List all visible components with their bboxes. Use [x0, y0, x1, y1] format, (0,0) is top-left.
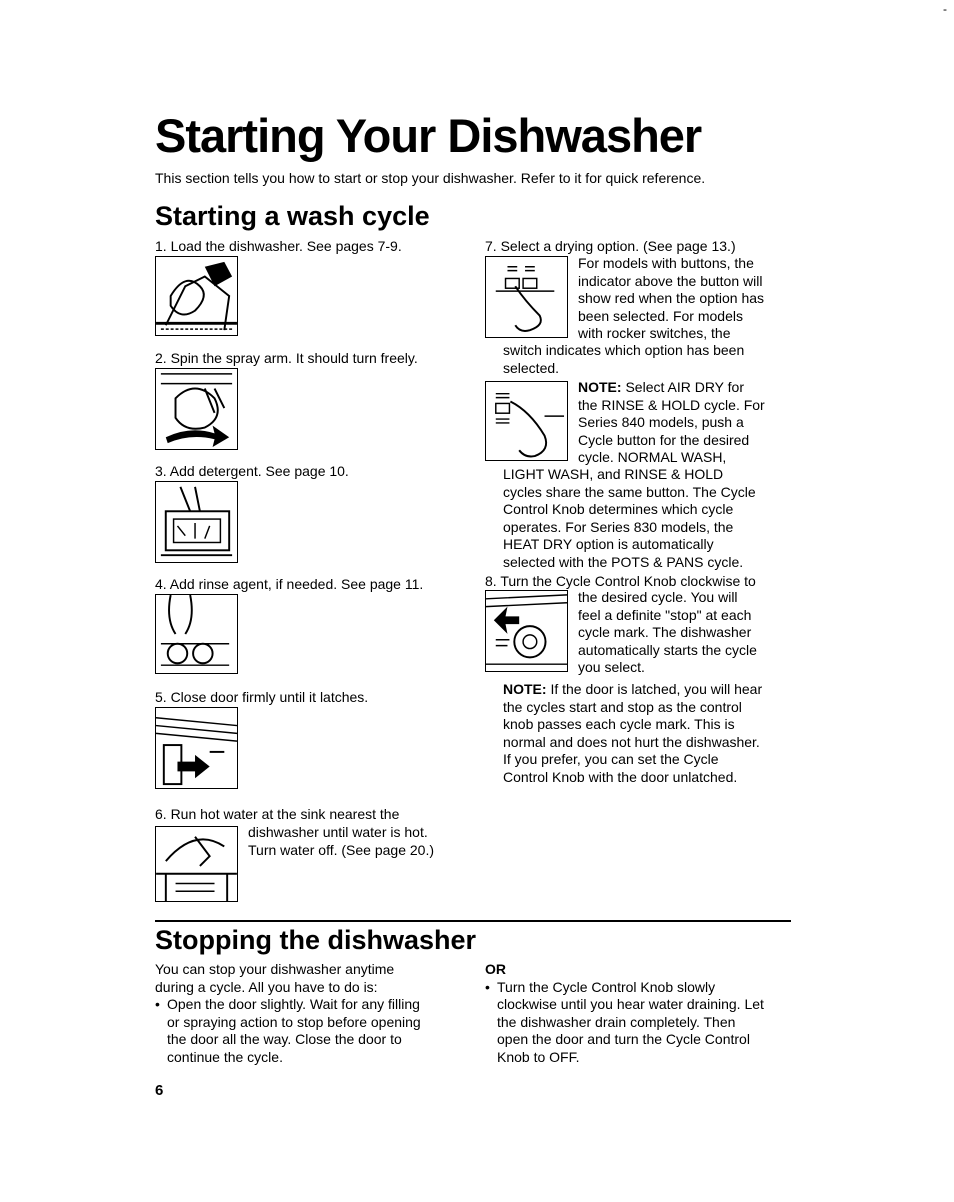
- note-1-after-line-1: LIGHT WASH, and RINSE & HOLD: [503, 466, 724, 482]
- section-heading-stop: Stopping the dishwasher: [155, 925, 477, 955]
- intro-text: This section tells you how to start or stop your dishwasher. Refer to it for quick reference.: [155, 170, 706, 186]
- step-3-label: 3. Add detergent. See page 10.: [155, 463, 349, 479]
- rinse-agent-icon: [156, 595, 237, 673]
- note-2-label: NOTE:: [503, 681, 547, 697]
- note-2-text: [503, 681, 762, 786]
- detergent-illustration: [155, 481, 238, 563]
- detergent-icon: [156, 482, 237, 562]
- note-2-line-3: knob passes each cycle mark. This is: [503, 716, 735, 732]
- note-1-after-line-2: cycles share the same button. The Cycle: [503, 483, 756, 500]
- note-1-after-text: [503, 466, 756, 571]
- sink-faucet-icon: [156, 827, 237, 901]
- note-2-line-1: If the door is latched, you will hear: [550, 681, 763, 697]
- note-1-label: NOTE:: [578, 379, 622, 395]
- note-1-line-3: Series 840 models, push a: [578, 414, 744, 430]
- step-6-line-1: dishwasher until water is hot.: [248, 824, 428, 840]
- stop-intro-line-2: during a cycle. All you have to do is:: [155, 978, 378, 995]
- step-8-label: 8. Turn the Cycle Control Knob clockwise to: [485, 573, 756, 589]
- note-2-line-2: the cycles start and stop as the control: [503, 698, 742, 715]
- note-1-after-line-3: Control Knob determines which cycle: [503, 501, 734, 517]
- step-7-after-line-2: selected.: [503, 359, 560, 376]
- stop-right-column: [485, 961, 764, 1066]
- door-latch-illustration: [155, 707, 238, 789]
- step-8-line-1: the desired cycle. You will: [578, 589, 738, 605]
- note-2-line-4: normal and does not hurt the dishwasher.: [503, 733, 760, 750]
- spray-arm-icon: [156, 369, 237, 449]
- note-1-after-line-5: HEAT DRY option is automatically: [503, 536, 714, 552]
- note-2-line-6: Control Knob with the door unlatched.: [503, 768, 738, 785]
- cycle-knob-illustration: [485, 590, 568, 672]
- stop-bullet-list-2: [485, 979, 764, 1067]
- step-7-line-3: show red when the option has: [578, 290, 765, 306]
- load-dishwasher-icon: [156, 257, 237, 335]
- note-1-after-line-4: operates. For Series 830 models, the: [503, 518, 734, 535]
- step-7-after-line-1: switch indicates which option has been: [503, 342, 745, 358]
- step-8-side-text: [578, 589, 757, 677]
- step-1-label: 1. Load the dishwasher. See pages 7-9.: [155, 238, 402, 254]
- cycle-button-icon: [486, 382, 567, 460]
- stop-bullet-list-1: [155, 996, 421, 1066]
- sink-faucet-illustration: [155, 826, 238, 902]
- rinse-agent-illustration: [155, 594, 238, 674]
- door-latch-icon: [156, 708, 237, 788]
- step-6-side-text: [248, 824, 434, 859]
- step-5-label: 5. Close door firmly until it latches.: [155, 689, 369, 705]
- cycle-knob-icon: [486, 591, 567, 671]
- section-divider: [155, 920, 791, 922]
- step-7-line-1: For models with buttons, the: [578, 255, 754, 271]
- step-7-after-text: [503, 342, 744, 377]
- step-8-line-2: feel a definite "stop" at each: [578, 606, 752, 623]
- step-6-label: 6. Run hot water at the sink nearest the: [155, 806, 400, 822]
- stop-bullet-1: • Open the door slightly. Wait for any filling or spraying action to stop before opening the door all the way. Close the door to continue the cycle.: [155, 996, 421, 1066]
- note-1-line-1: Select AIR DRY for: [625, 379, 744, 395]
- step-4-label: 4. Add rinse agent, if needed. See page 11.: [155, 576, 424, 592]
- step-7-side-text: [578, 255, 764, 343]
- note-1-line-2: the RINSE & HOLD cycle. For: [578, 396, 765, 413]
- drying-option-icon: [486, 257, 567, 337]
- or-label: OR: [485, 961, 506, 977]
- note-1-line-4: Cycle button for the desired: [578, 431, 750, 448]
- step-8-line-3: cycle mark. The dishwasher: [578, 624, 752, 640]
- stop-intro-line-1: You can stop your dishwasher anytime: [155, 961, 395, 977]
- cycle-button-illustration: [485, 381, 568, 461]
- step-2-label: 2. Spin the spray arm. It should turn freely.: [155, 350, 418, 366]
- step-7-line-4: been selected. For models: [578, 307, 743, 324]
- step-8-line-5: you select.: [578, 659, 645, 675]
- step-6-line-2: Turn water off. (See page 20.): [248, 841, 434, 858]
- page-title: Starting Your Dishwasher: [155, 109, 702, 162]
- corner-mark: -: [943, 2, 947, 16]
- step-7-line-2: indicator above the button will: [578, 272, 763, 289]
- load-dishwasher-illustration: [155, 256, 238, 336]
- step-7-label: 7. Select a drying option. (See page 13.): [485, 238, 736, 254]
- note-1-after-line-6: selected with the POTS & PANS cycle.: [503, 553, 744, 570]
- step-7-line-5: with rocker switches, the: [578, 325, 731, 341]
- spray-arm-illustration: [155, 368, 238, 450]
- step-8-line-4: automatically starts the cycle: [578, 641, 757, 658]
- page-number: 6: [155, 1082, 164, 1099]
- section-heading-start: Starting a wash cycle: [155, 201, 430, 231]
- note-1-side-text: [578, 379, 765, 467]
- drying-option-illustration: [485, 256, 568, 338]
- note-1-line-5: cycle. NORMAL WASH,: [578, 449, 727, 465]
- stop-left-column: [155, 961, 421, 1066]
- note-2-line-5: If you prefer, you can set the Cycle: [503, 751, 719, 767]
- stop-bullet-2: • Turn the Cycle Control Knob slowly clockwise until you hear water draining. Let the dishwasher drain completely. Then open the door and turn the Cycle Control Knob to OFF.: [485, 979, 764, 1067]
